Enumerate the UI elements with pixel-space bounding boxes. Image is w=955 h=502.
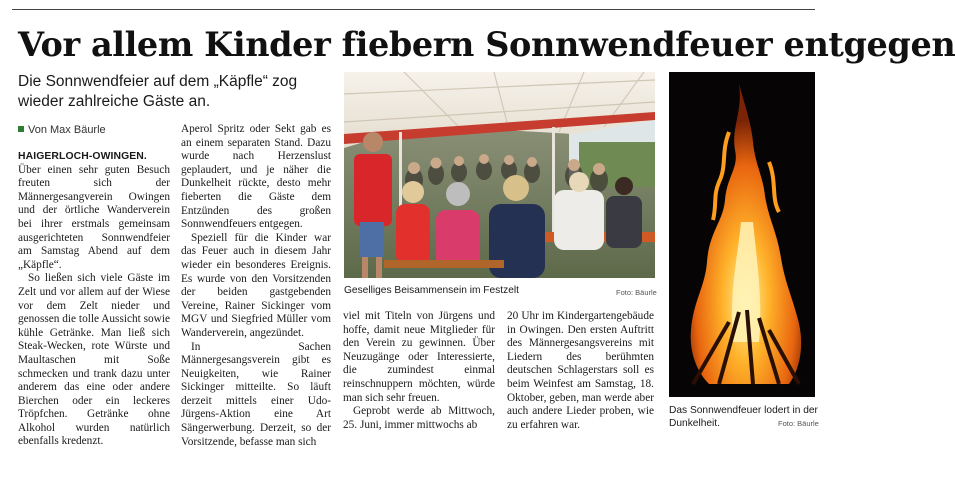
photo-caption: Geselliges Beisammensein im Festzelt [344, 285, 519, 296]
dateline: HAIGERLOCH-OWINGEN. [18, 151, 147, 162]
top-rule [12, 9, 815, 10]
article-column-3 [343, 310, 495, 432]
paragraph: So ließen sich viele Gäste im Zelt und vor allem auf der Wiese vor dem Zelt nieder und genossen die tolle Aussicht sowie kühle Getränke. Man ließ sich Steak-Wecken, rote Würste und Maultaschen mit Soße schmecken und trank dazu unter anderem das eine oder andere Bierchen oder ein leckeres Tröpfchen. Getränke ohne Alkohol wurden natürlich ebenfalls kredenzt. [18, 272, 170, 448]
byline-marker [18, 126, 24, 132]
paragraph: viel mit Titeln von Jürgens und hoffe, damit neue Mitglieder für den Verein zu gewinnen. Über Neuzugänge oder Interessierte, die zumindest einmal reinschnuppern möchten, würde man sich sehr freuen. [343, 310, 495, 404]
paragraph: In Sachen Männergesangsverein gibt es Neuigkeiten, wie Rainer Sickinger mitteilte. So läuft derzeit mittels einer Udo-Jürgens-Aktion eine Art Sängerwerbung. Derzeit, so der Vorsitzende, befasse man sich [181, 340, 331, 448]
paragraph: Speziell für die Kinder war das Feuer auch in diesem Jahr wieder ein besonderes Ereignis. Es wurde von den Vorsitzenden der beiden gastgebenden Vereine, Rainer Sickinger vom MGV und Siegfried Müller vom Wanderverein, angezündet. [181, 231, 331, 339]
paragraph-text: Über einen sehr guten Besuch freuten sich der Männergesangverein Owingen und der örtliche Wanderverein bei ihrer erstmals gemeinsam ausgerichteten Sonnwendfeier am Samstag Abend auf dem „Käpfle“. [18, 163, 170, 271]
byline-text: Von Max Bäurle [28, 124, 106, 136]
headline: Vor allem Kinder fiebern Sonnwendfeuer entgegen [18, 25, 955, 64]
article-column-1 [18, 150, 170, 449]
paragraph: Geprobt werde ab Mittwoch, 25. Juni, immer mittwochs ab [343, 405, 495, 431]
festzelt-photo [344, 72, 655, 278]
photo-credit: Foto: Bäurle [616, 288, 657, 297]
paragraph [18, 150, 170, 272]
article-column-4 [507, 310, 654, 432]
article-column-2 [181, 123, 331, 449]
photo-caption: Das Sonnwendfeuer lodert in der Dunkelheit. [669, 405, 818, 429]
byline [18, 124, 106, 136]
photo-credit: Foto: Bäurle [778, 419, 819, 428]
paragraph: 20 Uhr im Kindergartengebäude in Owingen. Den ersten Auftritt des Männergesangsvereins mit Liedern des berühmten deutschen Schlagerstars soll es beim Weinfest am Samstag, 18. Oktober, geben, man werde aber auch andere Lieder proben, wie zu erfahren war. [507, 310, 654, 431]
bonfire-photo [669, 72, 815, 397]
subtitle: Die Sonnwendfeier auf dem „Käpfle“ zog wieder zahlreiche Gäste an. [18, 73, 298, 110]
paragraph: Aperol Spritz oder Sekt gab es an einem separaten Stand. Dazu wurde nach Herzenslust geplaudert, und je näher die Dunkelheit rückte, desto mehr fieberten die Gäste dem Entzünden des großen Sonnwendfeuers entgegen. [181, 123, 331, 231]
